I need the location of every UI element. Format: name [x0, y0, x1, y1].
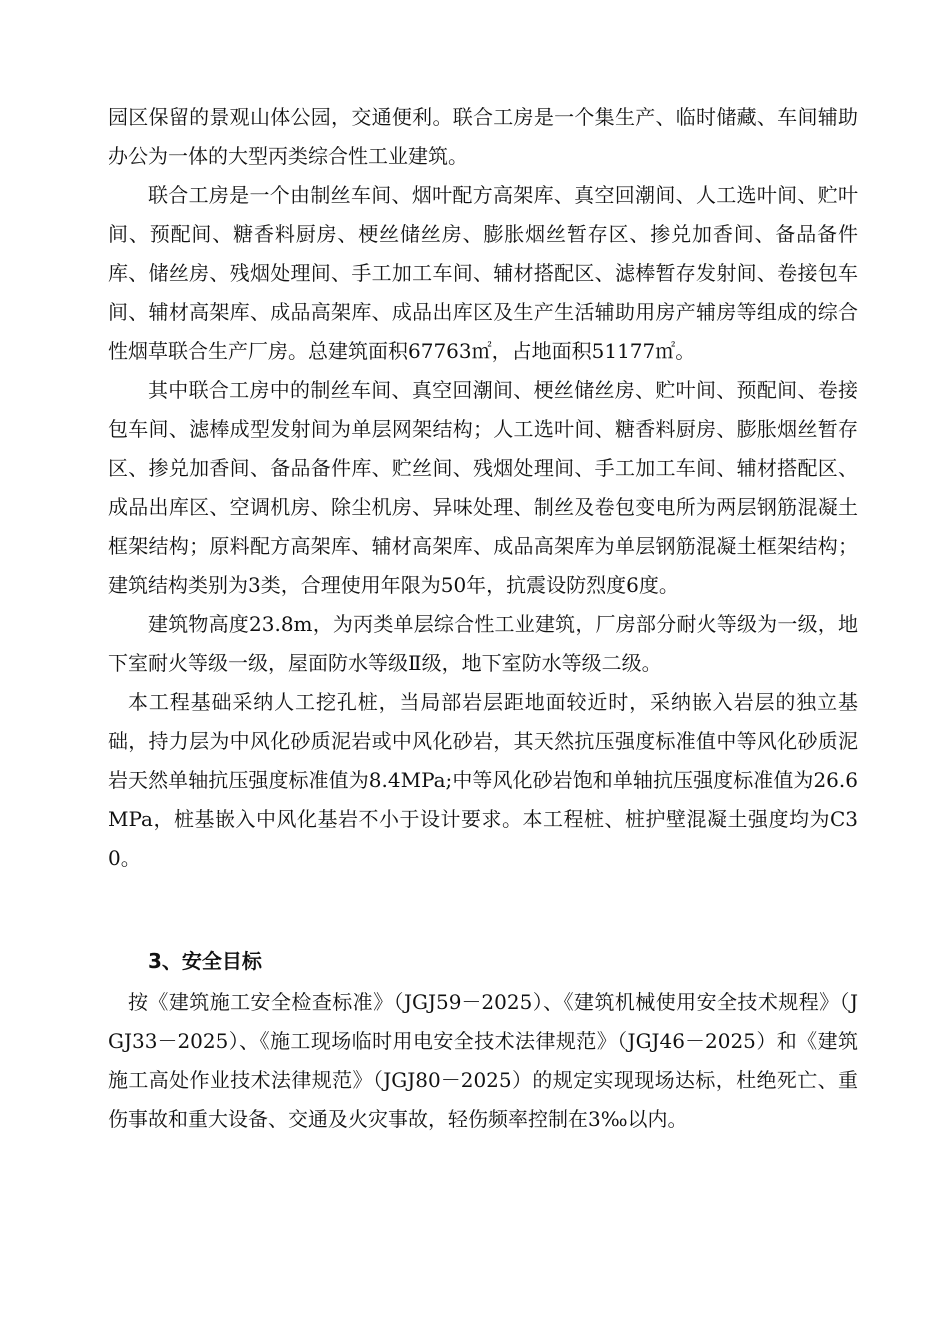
body-text — [108, 98, 858, 878]
paragraph-workshop-composition: 联合工房是一个由制丝车间、烟叶配方高架库、真空回潮间、人工选叶间、贮叶间、预配间、糖香料厨房、梗丝储丝房、膨胀烟丝暂存区、掺兑加香间、备品备件库、储丝房、残烟处理间、手工加工车间、辅材搭配区、滤棒暂存发射间、卷接包车间、辅材高架库、成品高架库、成品出库区及生产生活辅助用房产辅房等组成的综合性烟草联合生产厂房。总建筑面积67763㎡，占地面积51177㎡。 — [108, 183, 858, 363]
safety-text — [108, 983, 858, 1139]
paragraph-safety-goal: 按《建筑施工安全检查标准》（JGJ59－2025）、《建筑机械使用安全技术规程》（JGJ33－2025）、《施工现场临时用电安全技术法律规范》（JGJ46－2025）和《建筑施工高处作业技术法律规范》（JGJ80－2025）的规定实现现场达标，杜绝死亡、重伤事故和重大设备、交通及火灾事故，轻伤频率控制在3‰以内。 — [108, 990, 858, 1131]
paragraph-structure-types: 其中联合工房中的制丝车间、真空回潮间、梗丝储丝房、贮叶间、预配间、卷接包车间、滤棒成型发射间为单层网架结构；人工选叶间、糖香料厨房、膨胀烟丝暂存区、掺兑加香间、备品备件库、贮丝间、残烟处理间、手工加工车间、辅材搭配区、成品出库区、空调机房、除尘机房、异味处理、制丝及卷包变电所为两层钢筋混凝土框架结构；原料配方高架库、辅材高架库、成品高架库为单层钢筋混凝土框架结构；建筑结构类别为3类，合理使用年限为50年，抗震设防烈度6度。 — [108, 378, 858, 597]
paragraph-foundation: 本工程基础采纳人工挖孔桩，当局部岩层距地面较近时，采纳嵌入岩层的独立基础，持力层为中风化砂质泥岩或中风化砂岩，其天然抗压强度标准值中等风化砂质泥岩天然单轴抗压强度标准值为8.4MPa;中等风化砂岩饱和单轴抗压强度标准值为26.6MPa，桩基嵌入中风化基岩不小于设计要求。本工程桩、桩护壁混凝土强度均为C30。 — [108, 690, 858, 870]
section-heading: 3、安全目标 — [148, 949, 262, 973]
paragraph-building-height: 建筑物高度23.8m，为丙类单层综合性工业建筑，厂房部分耐火等级为一级，地下室耐火等级一级，屋面防水等级Ⅱ级，地下室防水等级二级。 — [108, 612, 858, 675]
paragraph-park-intro: 园区保留的景观山体公园，交通便利。联合工房是一个集生产、临时储藏、车间辅助办公为一体的大型丙类综合性工业建筑。 — [108, 105, 858, 168]
